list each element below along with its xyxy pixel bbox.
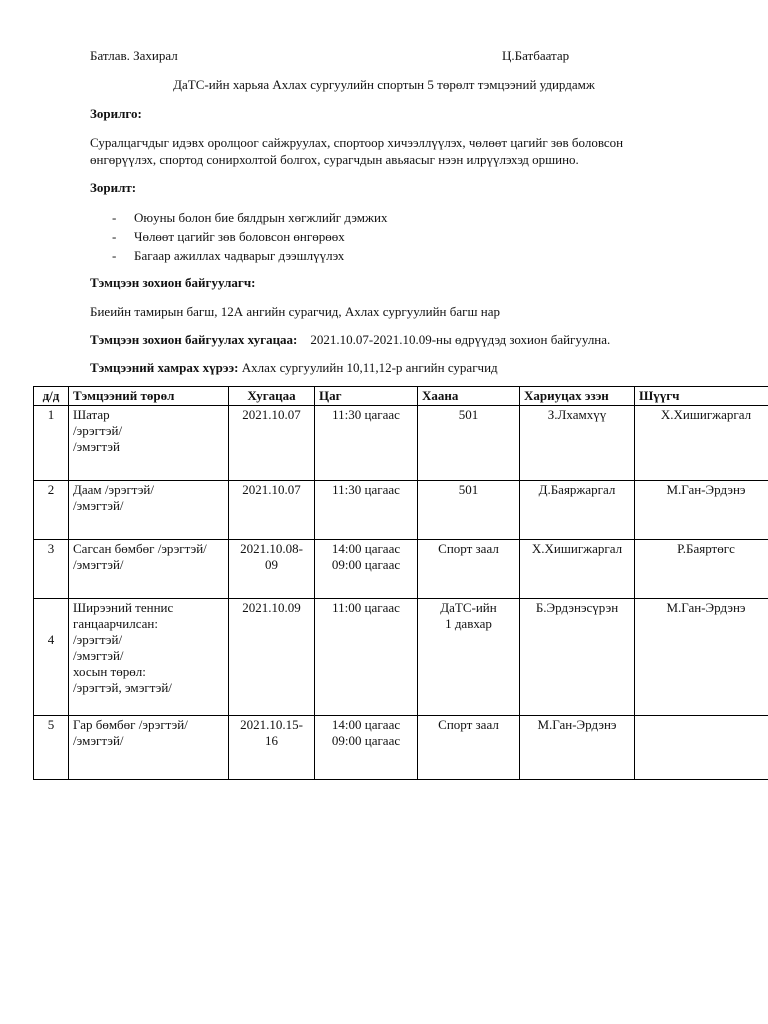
time-line: 11:30 цагаас [332,482,400,497]
cell-place [418,481,520,540]
approver-name: Ц.Батбаатар [502,48,570,63]
cell-date [229,481,315,540]
header-judge: Шүүгч [635,387,768,406]
header-type: Тэмцээний төрөл [69,387,229,406]
type-line: /эмэгтэй/ [73,557,124,572]
document-title: ДаТС-ийн харьяа Ахлах сургуулийн спортын 5 төрөлт тэмцээний удирдамж [173,77,595,92]
cell-responsible: М.Ган-Эрдэнэ [520,716,635,780]
cell-place [418,599,520,716]
date-line: 2021.10.07 [242,407,301,422]
header-time: Цаг [315,387,418,406]
cell-num: 4 [34,599,69,716]
cell-num: 2 [34,481,69,540]
header-num: д/д [34,387,69,406]
cell-date [229,599,315,716]
cell-judge: Р.Баяртөгс [635,540,768,599]
type-line: ганцаарчилсан: [73,616,158,631]
date-line: 09 [265,557,278,572]
table-row [34,406,768,481]
time-line: 09:00 цагаас [331,557,401,572]
cell-judge [635,716,768,780]
cell-responsible: З.Лхамхүү [520,406,635,481]
type-line: /эрэгтэй, эмэгтэй/ [73,680,172,695]
cell-num: 5 [34,716,69,780]
document-body [90,106,690,388]
scope-label: Тэмцээний хамрах хүрээ: [90,360,239,375]
cell-responsible: Б.Эрдэнэсүрэн [520,599,635,716]
time-line: 11:00 цагаас [332,600,400,615]
cell-time [315,599,418,716]
period-row [90,332,690,348]
objective-text: Багаар ажиллах чадварыг дээшлүүлэх [134,248,345,263]
list-item [90,227,690,246]
type-line: Ширээний теннис [73,600,174,615]
date-line: 2021.10.09 [242,600,301,615]
header-place: Хаана [418,387,520,406]
header-date: Хугацаа [229,387,315,406]
time-line: 14:00 цагаас [331,717,401,732]
type-line: /эмэгтэй/ [73,498,124,513]
cell-date [229,540,315,599]
time-line: 14:00 цагаас [331,541,401,556]
objectives-list [90,208,690,265]
cell-type [69,716,229,780]
cell-judge: М.Ган-Эрдэнэ [635,599,768,716]
schedule-table [33,386,768,780]
type-line: /эрэгтэй/ [73,632,123,647]
cell-time [315,716,418,780]
objective-text: Оюуны болон бие бялдрын хөгжлийг дэмжих [134,210,388,225]
table-header-row [34,387,768,406]
cell-responsible: Х.Хишигжаргал [520,540,635,599]
place-line: Спорт заал [438,541,499,556]
cell-place [418,540,520,599]
place-line: 501 [458,407,479,422]
cell-num: 3 [34,540,69,599]
cell-time [315,406,418,481]
cell-time [315,481,418,540]
cell-date [229,716,315,780]
bullet-dash: - [112,210,117,225]
cell-type [69,599,229,716]
time-line: 09:00 цагаас [331,733,401,748]
type-line: Сагсан бөмбөг /эрэгтэй/ [73,541,207,556]
organizer-heading: Тэмцээн зохион байгуулагч: [90,275,256,290]
place-line: 1 давхар [445,616,492,631]
organizer-text: Биеийн тамирын багш, 12А ангийн сурагчид, Ахлах сургуулийн багш нар [90,304,500,319]
type-line: /эмэгтэй/ [73,648,124,663]
place-line: ДаТС-ийн [440,600,497,615]
type-line: Даам /эрэгтэй/ [73,482,154,497]
place-line: Спорт заал [438,717,499,732]
header-responsible: Хариуцах эзэн [520,387,635,406]
cell-place [418,716,520,780]
table-row [34,481,768,540]
scope-row [90,360,690,376]
cell-place [418,406,520,481]
cell-responsible: Д.Баяржаргал [520,481,635,540]
bullet-dash: - [112,248,117,263]
bullet-dash: - [112,229,117,244]
list-item [90,246,690,265]
date-line: 2021.10.08- [240,541,303,556]
cell-time [315,540,418,599]
period-label: Тэмцээн зохион байгуулах хугацаа: [90,332,298,347]
objective-text: Чөлөөт цагийг зөв боловсон өнгөрөөх [134,229,345,244]
cell-type [69,540,229,599]
purpose-heading: Зорилго: [90,106,142,121]
purpose-text: Суралцагчдыг идэвх оролцоог сайжруулах, спортоор хичээллүүлэх, чөлөөт цагийг зөв боловсон өнгөрүүлэх, спортод сонирхолтой болгох, сурагчдын авьяасыг нээн илрүүлэхэд оршино. [90,135,624,167]
cell-type [69,406,229,481]
type-line: хосын төрөл: [73,664,146,679]
date-line: 16 [265,733,278,748]
type-line: Шатар [73,407,110,422]
date-line: 2021.10.07 [242,482,301,497]
type-line: /эрэгтэй/ [73,423,123,438]
table-row [34,599,768,716]
cell-judge: М.Ган-Эрдэнэ [635,481,768,540]
type-line: /эмэгтэй/ [73,733,124,748]
type-line: Гар бөмбөг /эрэгтэй/ [73,717,188,732]
time-line: 11:30 цагаас [332,407,400,422]
date-line: 2021.10.15- [240,717,303,732]
cell-num: 1 [34,406,69,481]
approve-label: Батлав. Захирал [90,48,178,63]
cell-judge: Х.Хишигжаргал [635,406,768,481]
type-line: /эмэгтэй [73,439,120,454]
period-text: 2021.10.07-2021.10.09-ны өдрүүдэд зохион байгуулна. [310,332,611,347]
table-row [34,716,768,780]
table-row [34,540,768,599]
place-line: 501 [458,482,479,497]
scope-text: Ахлах сургуулийн 10,11,12-р ангийн сурагчид [241,360,498,375]
cell-date [229,406,315,481]
cell-type [69,481,229,540]
list-item [90,208,690,227]
objectives-heading: Зорилт: [90,180,137,195]
